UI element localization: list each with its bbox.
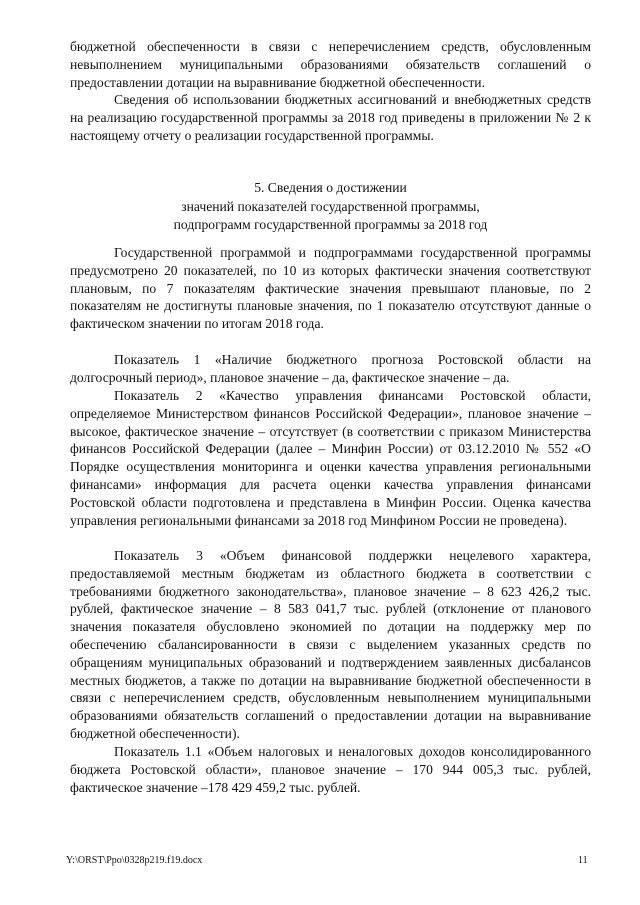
paragraph-indicator-3: Показатель 3 «Объем финансовой поддержки нецелевого характера, предоставляемой местным бюджетам из областного бюджета в соответствии с требованиями бюджетного законодательства», плановое значение – 8 623 426,2 тыс. рублей, фактическое значение – 8 583 041,7 тыс. рублей (отклонение от планового значения показателя обусловлено экономией по дотации на поддержку мер по обеспечению сбалансированности в связи с выделением указанных средств по обращениям муниципальных образований и подтверждением заявленных дисбалансов местных бюджетов, а также по дотации на выравнивание бюджетной обеспеченности в связи с неперечислением средств, обусловленным невыполнением муниципальными образованиями обязательств соглашений о предоставлении дотации на выравнивание бюджетной обеспеченности). [70, 548, 591, 741]
paragraph-indicator-1-1: Показатель 1.1 «Объем налоговых и неналоговых доходов консолидированного бюджета Ростовской области», плановое значение – 170 944 005,3 тыс. рублей, фактическое значение –178 429 459,2 тыс. рублей. [70, 744, 591, 795]
paragraph-budget-info: Сведения об использовании бюджетных ассигнований и внебюджетных средств на реализацию государственной программы за 2018 год приведены в приложении № 2 к настоящему отчету о реализации государственной программы. [70, 92, 591, 143]
section-heading-line-3: подпрограмм государственной программы за 2018 год [173, 217, 488, 232]
paragraph-indicators-summary: Государственной программой и подпрограммами государственной программы предусмотрено 20 показателей, по 10 из которых фактически значения соответствуют плановым, по 7 показателям фактические значения превышают плановые, по 2 показателям не достигнуты плановые значения, по 1 показателю отсутствуют данные о фактическом значении по итогам 2018 года. [70, 245, 591, 332]
paragraph-indicator-2: Показатель 2 «Качество управления финансами Ростовской области, определяемое Министерством финансов Российской Федерации», плановое значение – высокое, фактическое значение – отсутствует (в соответствии с приказом Министерства финансов Российской Федерации (далее – Минфин России) от 03.12.2010 № 552 «О Порядке осуществления мониторинга и оценки качества управления региональными финансами» информация для расчета оценки качества управления финансами Ростовской области подготовлена и представлена в Минфин России. Оценка качества управления региональными финансами за 2018 год Минфином России не проведена). [70, 388, 591, 528]
section-heading-line-1: 5. Сведения о достижении [254, 180, 407, 195]
paragraph-indicator-1: Показатель 1 «Наличие бюджетного прогноза Ростовской области на долгосрочный период», плановое значение – да, фактическое значение – да. [70, 352, 591, 385]
paragraph-continuation: бюджетной обеспеченности в связи с неперечислением средств, обусловленным невыполнением муниципальными образованиями обязательств соглашений о предоставлении дотации на выравнивание бюджетной обеспеченности. [70, 39, 591, 90]
section-heading [70, 179, 591, 235]
section-heading-line-2: значений показателей государственной программы, [181, 198, 480, 214]
footer-file-path: Y:\ORST\Ppo\0328p219.f19.docx [66, 855, 203, 866]
page-number: 11 [578, 855, 588, 866]
